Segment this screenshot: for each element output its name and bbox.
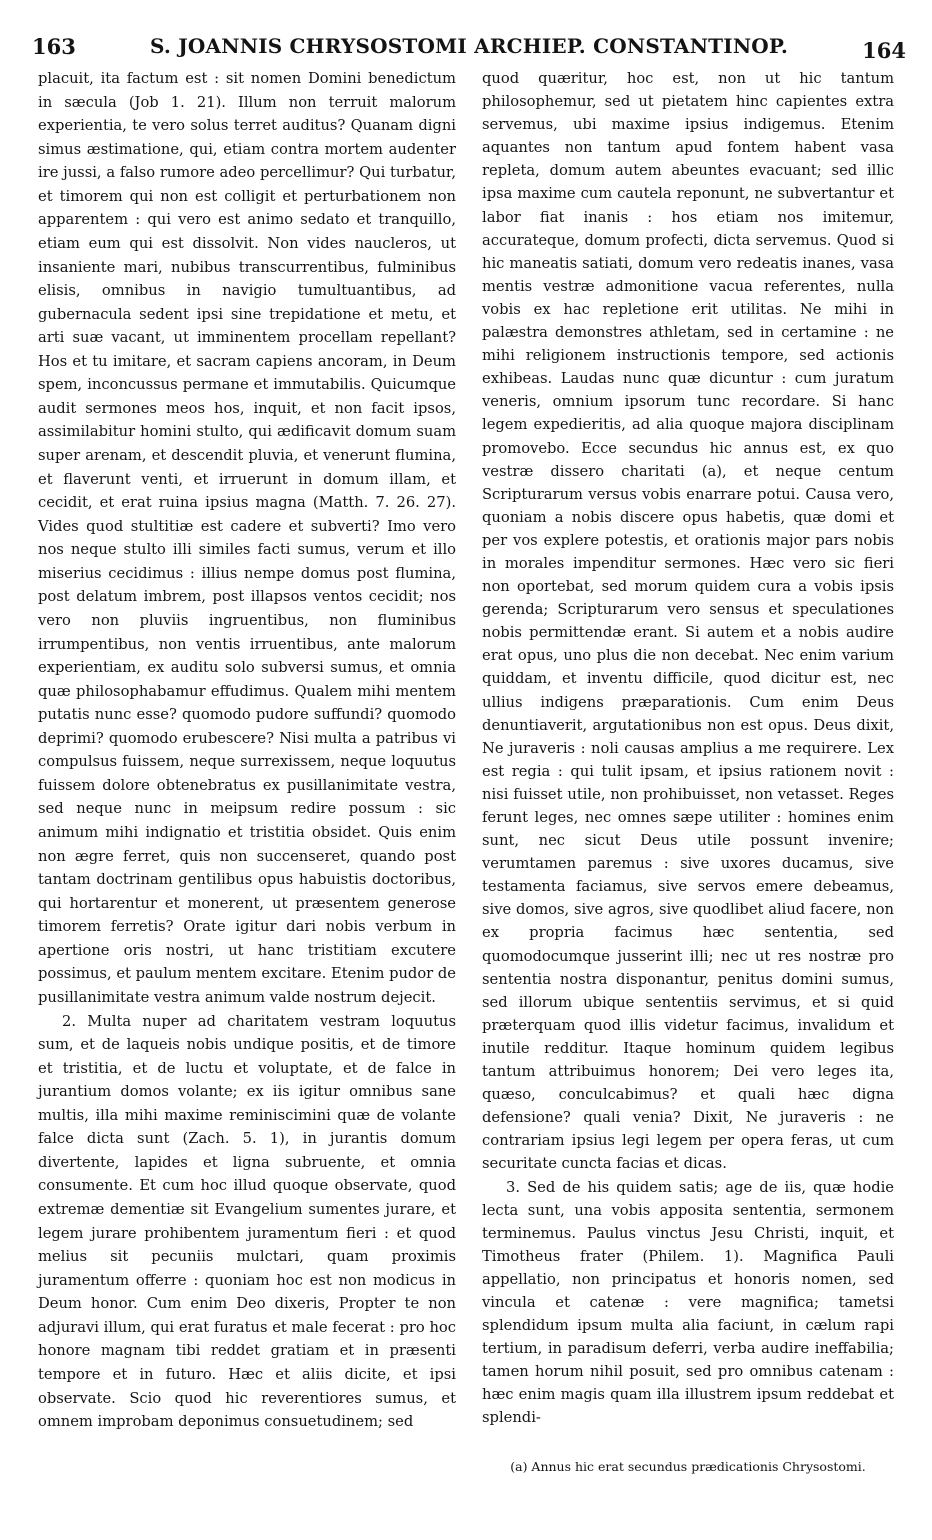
left-column: [38, 67, 456, 1434]
paragraph-3: 3. Sed de his quidem satis; age de iis, quæ hodie lecta sunt, una vobis apposita sententia, sermonem terminemus. Paulus vinctus Jesu Christi, inquit, et Timotheus frater (Philem. 1). Magnifica Pauli appellatio, non principatus et honoris nomen, sed vincula et catenæ : vere magnifica; tametsi splendidum ipsum multa alia faciunt, in cælum rapi tertium, in paradisum deferri, verba audire ineffabilia; tamen horum nihil posuit, sed pro omnibus catenam : hæc enim magis quam illa illustrem ipsum reddebat et splendi-: [482, 1178, 894, 1427]
paragraph-2: 2. Multa nuper ad charitatem vestram loquutus sum, et de laqueis nobis undique positis, et de timore et tristitia, et de luctu et voluptate, et de falce in jurantium domos volante; ex iis igitur omnibus sane multis, illa mihi maxime reminiscimini quæ de volante falce dicta sunt (Zach. 5. 1), in jurantis domum divertente, lapides et ligna subruente, et omnia consumente. Et cum hoc illud quoque observate, quod extremæ dementiæ sit Evangelium sumentes jurare, et legem jurare prohibentem juramentum fieri : et quod melius sit pecuniis mulctari, quam proximis juramentum offerre : quoniam hoc est non modicus in Deum honor. Cum enim Deo dixeris, Propter te non adjuravi illum, qui erat furatus et male fecerat : pro hoc honore magnam tibi reddet gratiam et in præsenti tempore et in futuro. Hæc et aliis dicite, et ipsi observate. Scio quod hic reverentiores sumus, et omnem improbam deponimus consuetudinem; sed: [38, 1012, 456, 1431]
right-column: [482, 67, 894, 1430]
page-header: [32, 30, 906, 66]
paragraph-1: placuit, ita factum est : sit nomen Domini benedictum in sæcula (Job 1. 21). Illum non terruit malorum experientia, te vero solus terret auditus? Quanam digni simus æstimatione, qui, etiam contra mortem audenter ire jussi, a falso rumore adeo percellimur? Qui turbatur, et timorem qui non est colligit et perturbationem non apparentem : qui vero est animo sedato et tranquillo, etiam eum qui est dissolvit. Non vides naucleros, ut insaniente mari, nubibus transcurrentibus, fulminibus elisis, omnibus in navigio tumultuantibus, ad gubernacula sedent ipsi sine trepidatione et metu, et arti suæ vacant, ut imminentem procellam repellant? Hos et tu imitare, et sacram capiens ancoram, in Deum spem, inconcussus permane et immutabilis. Quicumque audit sermones meos hos, inquit, et non facit ipsos, assimilabitur homini stulto, qui ædificavit domum suam super arenam, et descendit pluvia, et venerunt flumina, et flaverunt venti, et irruerunt in domum illam, et cecidit, et erat ruina ipsius magna (Matth. 7. 26. 27). Vides quod stultitiæ est cadere et subverti? Imo vero nos neque stulto illi similes facti sumus, verum et illo miserius cecidimus : illius nempe domus post flumina, post delatum imbrem, post illapsos ventos cecidit; nos vero non pluviis ingruentibus, non fluminibus irrumpentibus, non ventis irruentibus, ante malorum experientiam, ex auditu solo subversi sumus, et omnia quæ philosophabamur effudimus. Qualem mihi mentem putatis nunc esse? quomodo pudore suffundi? quomodo deprimi? quomodo erubescere? Nisi multa a patribus vi compulsus fuissem, neque surrexissem, neque loquutus fuissem dolore obtenebratus ex pusillanimitate vestra, sed neque nunc in meipsum redire possum : sic animum mihi indignatio et tristitia obsidet. Quis enim non ægre ferret, quis non succenseret, quando post tantam doctrinam gentilibus opus habuistis doctoribus, qui hortarentur et monerent, ut præsentem generose timorem ferretis? Orate igitur dari nobis verbum in apertione oris nostri, ut hanc tristitiam excutere possimus, et paulum mentem excitare. Etenim pudor de pusillanimitate vestra animum valde nostrum dejecit.: [38, 70, 456, 1006]
page-number-left: 163: [32, 34, 76, 59]
running-title: S. JOANNIS CHRYSOSTOMI ARCHIEP. CONSTANTINOP.: [149, 34, 789, 58]
page-number-right: 164: [862, 38, 906, 63]
paragraph-1: quod quæritur, hoc est, non ut hic tantum philosophemur, sed ut pietatem hinc capientes extra servemus, ubi maxime ipsius indigemus. Etenim aquantes non tantum apud fontem habent vasa repleta, domum autem abeuntes evacuant; sed illic ipsa maxime cum cautela reponunt, ne subvertantur et labor fiat inanis : hos etiam nos imitemur, accurateque, domum profecti, dicta servemus. Quod si hic maneatis satiati, domum vero redeatis inanes, vasa mentis vestræ admonitione vacua referentes, nulla vobis ex hac repletione erit utilitas. Ne mihi in palæstra demonstres athletam, sed in certamine : ne mihi religionem instructionis tempore, sed actionis exhibeas. Laudas nunc quæ dicuntur : cum juratum veneris, omnium ipsorum tunc recordare. Si hanc legem expedieritis, ad alia quoque majora disciplinam promovebo. Ecce secundus hic annus est, ex quo vestræ dissero charitati (a), et neque centum Scripturarum versus vobis enarrare potui. Causa vero, quoniam a nobis discere opus habetis, quæ domi et per vos explere potestis, et orationis major pars nobis in morales impenditur sermones. Hæc vero sic fieri non oportebat, sed morum quidem cura a vobis ipsis gerenda; Scripturarum vero sensus et speculationes nobis permittendæ erant. Si autem et a nobis audire erat opus, uno plus die non decebat. Nec enim varium quiddam, et inventu difficile, quod dicitur est, nec ullius indigens præparationis. Cum enim Deus denuntiaverit, argutationibus non est opus. Deus dixit, Ne juraveris : noli causas amplius a me requirere. Lex est regia : qui tulit ipsam, et ipsius rationem novit : nisi fuisset utile, non prohibuisset, non vetasset. Reges ferunt leges, nec omnes sæpe utiliter : homines enim sunt, nec sicut Deus utile possunt invenire; verumtamen paremus : sive uxores ducamus, sive testamenta faciamus, sive servos emere debeamus, sive domos, sive agros, sive quodlibet aliud facere, non ex propria facimus hæc sententia, sed quomodocumque jusserint illi; nec ut res nostræ pro sententia nostra disponantur, penitus domini sumus, sed illorum ubique sententiis servimus, et si quid præterquam quod illis videtur facimus, invalidum et inutile redditur. Itaque hominum quidem legibus tantum attribuimus honorem; Dei vero leges ita, quæso, conculcabimus? et quali hæc digna defensione? quali venia? Dixit, Ne juraveris : ne contrariam ipsius legi legem per opera feras, ut cum securitate cuncta facias et dicas.: [482, 70, 894, 1173]
footnote: (a) Annus hic erat secundus prædicationis Chrysostomi.: [510, 1459, 866, 1474]
